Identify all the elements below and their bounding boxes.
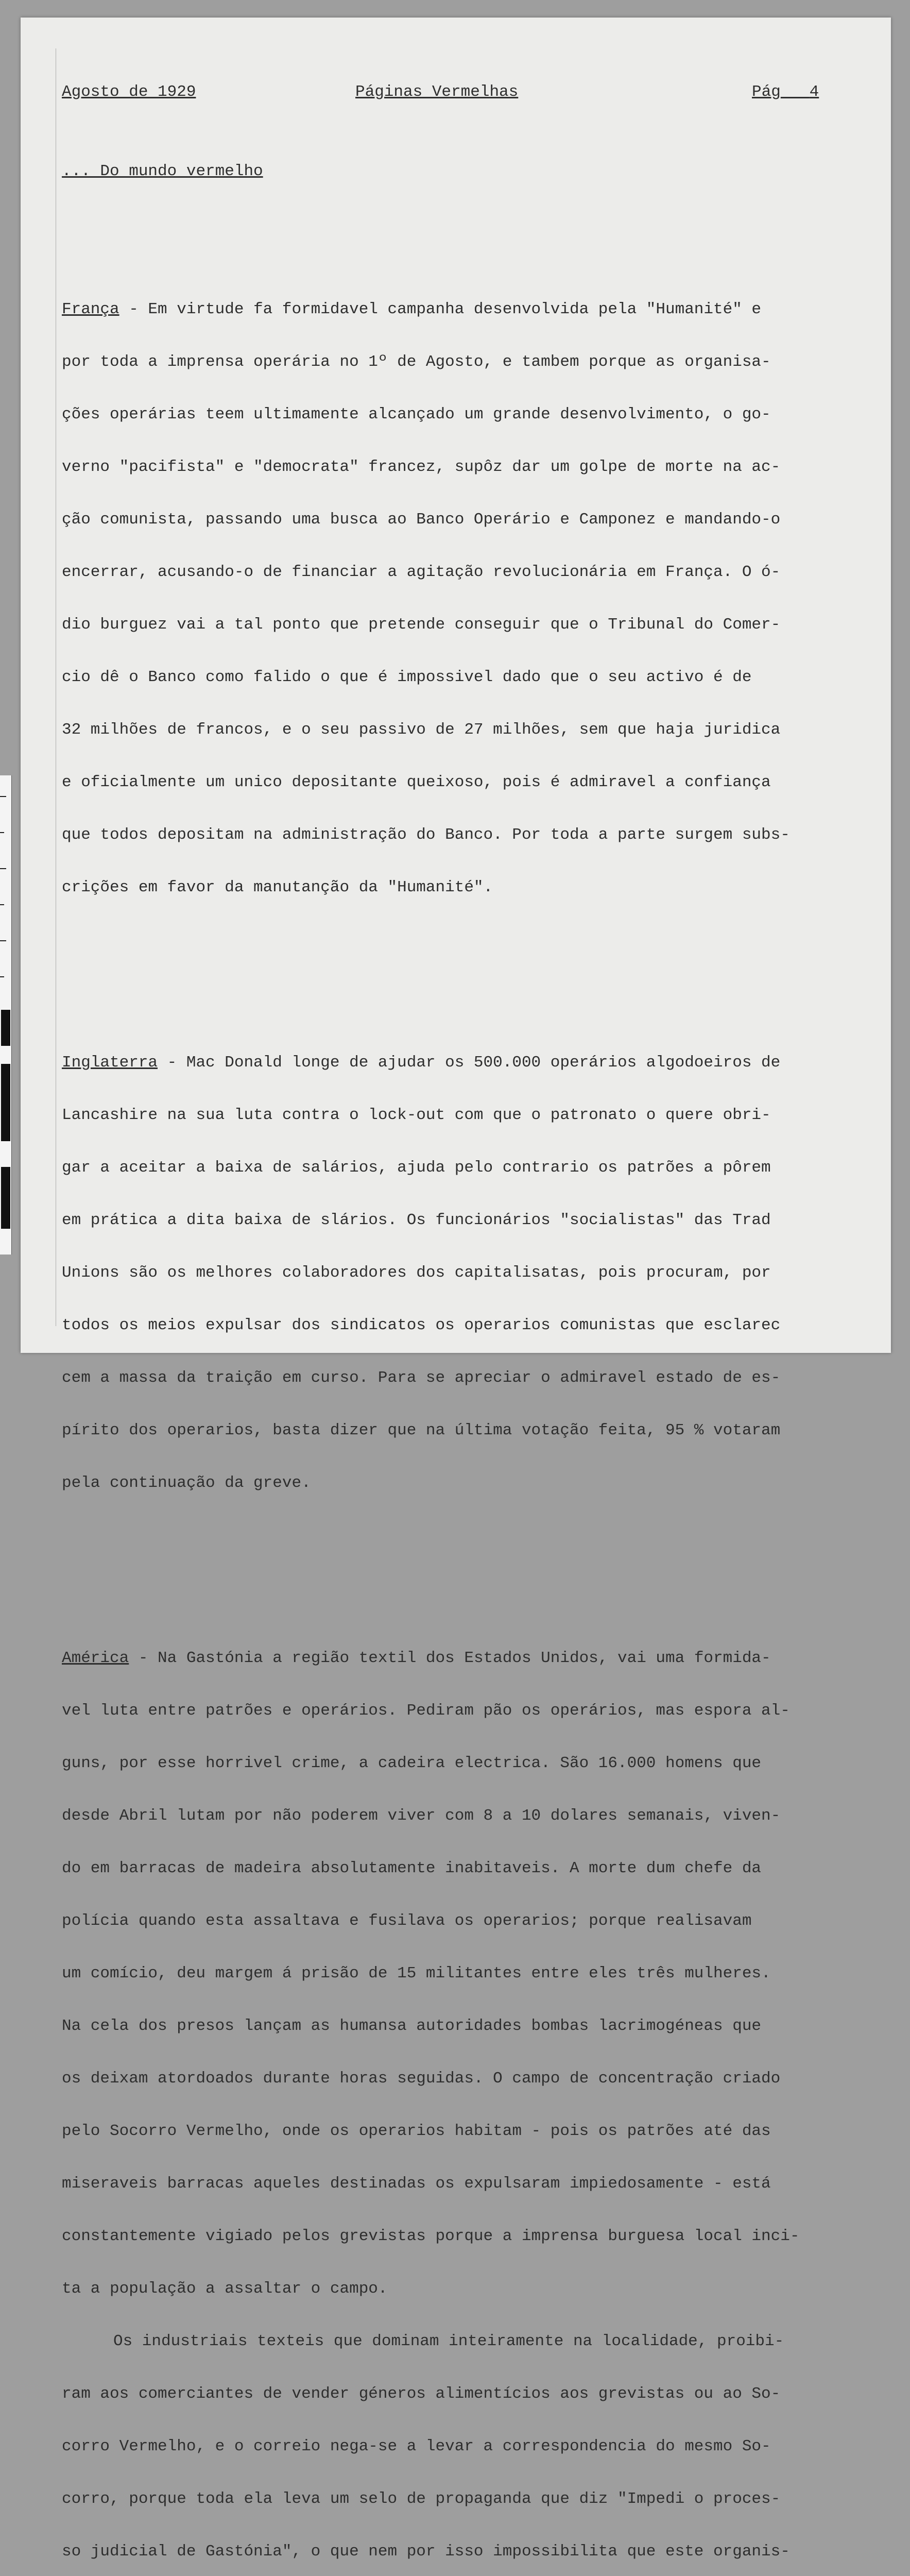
article-heading: França [62, 300, 119, 318]
text-line: corro, porque toda ela leva um selo de propaganda que diz "Impedi o proces- [62, 2490, 781, 2508]
text-line: Na cela dos presos lançam as humansa autoridades bombas lacrimogéneas que [62, 2017, 762, 2035]
ruler-block [1, 1167, 10, 1229]
ruler-tick [0, 940, 6, 941]
ruler-tick [0, 796, 6, 797]
section-title: ... Do mundo vermelho [62, 162, 263, 180]
ruler-tick [0, 868, 6, 869]
text-line: pelo Socorro Vermelho, onde os operarios habitam - pois os patrões até das [62, 2122, 771, 2140]
article-inglaterra [62, 1019, 875, 1527]
ruler-tick [0, 976, 4, 977]
text-line: verno "pacifista" e "democrata" francez, supôz dar um golpe de morte na ac- [62, 458, 781, 476]
text-line: um comício, deu margem á prisão de 15 militantes entre eles três mulheres. [62, 1964, 771, 1982]
text-line: ção comunista, passando uma busca ao Banco Operário e Camponez e mandando-o [62, 511, 781, 529]
ruler-tick [0, 904, 4, 905]
header-page-number: 4 [809, 83, 819, 101]
article-heading: Inglaterra [62, 1054, 158, 1072]
text-line: vel luta entre patrões e operários. Pediram pão os operários, mas espora al- [62, 1702, 790, 1720]
header-page [752, 83, 819, 101]
text-line: pírito dos operarios, basta dizer que na última votação feita, 95 % votaram [62, 1421, 781, 1439]
header-publication: Páginas Vermelhas [355, 83, 519, 101]
text-line: e oficialmente um unico depositante queixoso, pois é admiravel a confiança [62, 773, 771, 791]
text-line: constantemente vigiado pelos grevistas porque a imprensa burguesa local inci- [62, 2227, 800, 2245]
text-line: cio dê o Banco como falido o que é impossivel dado que o seu activo é de [62, 668, 752, 686]
text-line: miseraveis barracas aqueles destinadas os expulsaram impiedosamente - está [62, 2175, 771, 2193]
text-line: ta a população a assaltar o campo. [62, 2280, 388, 2298]
ruler-block [1, 1010, 10, 1046]
text-line: ram aos comerciantes de vender géneros alimentícios aos grevistas ou ao So- [62, 2385, 781, 2403]
text-line: crições em favor da manutanção da "Humanité". [62, 878, 493, 896]
article-first-line [62, 1054, 875, 1072]
text-line: desde Abril lutam por não poderem viver com 8 a 10 dolares semanais, viven- [62, 1807, 781, 1825]
text-line: por toda a imprensa operária no 1º de Agosto, e tambem porque as organisa- [62, 353, 771, 371]
scan-ruler [0, 775, 12, 1255]
text-line: em prática a dita baixa de slários. Os funcionários "socialistas" das Trad [62, 1211, 771, 1229]
page-header [62, 83, 875, 106]
text-line: todos os meios expulsar dos sindicatos os operarios comunistas que esclarec [62, 1316, 781, 1334]
article-first-line [62, 1650, 875, 1667]
article-america [62, 1615, 875, 2576]
text-line: do em barracas de madeira absolutamente inabitaveis. A morte dum chefe da [62, 1859, 762, 1877]
article-first-line [62, 301, 875, 318]
text-line: - Em virtude fa formidavel campanha desenvolvida pela "Humanité" e [119, 300, 762, 318]
header-page-label: Pág [752, 83, 781, 101]
text-line: so judicial de Gastónia", o que nem por isso impossibilita que este organis- [62, 2543, 790, 2561]
text-line: encerrar, acusando-o de financiar a agitação revolucionária em França. O ó- [62, 563, 781, 581]
text-line: Unions são os melhores colaboradores dos capitalisatas, pois procuram, por [62, 1264, 771, 1282]
text-line: 32 milhões de francos, e o seu passivo de 27 milhões, sem que haja juridica [62, 721, 781, 739]
document-page [21, 18, 891, 2561]
text-line: ções operárias teem ultimamente alcançado um grande desenvolvimento, o go- [62, 405, 771, 423]
article-franca [62, 266, 875, 931]
text-line: polícia quando esta assaltava e fusilava os operarios; porque realisavam [62, 1912, 752, 1930]
ruler-block [1, 1064, 10, 1141]
text-line: Os industriais texteis que dominam inteiramente na localidade, proibi- [113, 2332, 784, 2350]
ruler-tick [0, 832, 4, 833]
text-line: cem a massa da traição em curso. Para se apreciar o admiravel estado de es- [62, 1369, 781, 1387]
header-date: Agosto de 1929 [62, 83, 196, 101]
text-line: corro Vermelho, e o correio nega-se a levar a correspondencia do mesmo So- [62, 2437, 771, 2455]
text-line: guns, por esse horrivel crime, a cadeira electrica. São 16.000 homens que [62, 1754, 762, 1772]
text-line: Lancashire na sua luta contra o lock-out com que o patronato o quere obri- [62, 1106, 771, 1124]
typed-text [62, 48, 875, 2576]
text-line: gar a aceitar a baixa de salários, ajuda pelo contrario os patrões a pôrem [62, 1159, 771, 1177]
text-line: os deixam atordoados durante horas seguidas. O campo de concentração criado [62, 2070, 781, 2088]
article-heading: América [62, 1649, 129, 1667]
text-line: que todos depositam na administração do Banco. Por toda a parte surgem subs- [62, 826, 790, 844]
text-line: - Na Gastónia a região textil dos Estados Unidos, vai uma formida- [129, 1649, 771, 1667]
text-line: dio burguez vai a tal ponto que pretende conseguir que o Tribunal do Comer- [62, 616, 781, 634]
text-line: - Mac Donald longe de ajudar os 500.000 operários algodoeiros de [158, 1054, 781, 1072]
text-line: pela continuação da greve. [62, 1474, 311, 1492]
